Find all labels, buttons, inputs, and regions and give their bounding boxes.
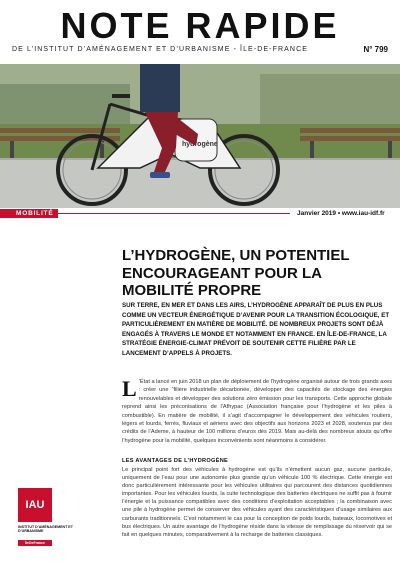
iau-logo: IAU <box>18 488 52 522</box>
article-title: L’HYDROGÈNE, UN POTENTIEL ENCOURAGEANT POUR LA MOBILITÉ PROPRE <box>122 247 350 299</box>
publication-title: NOTE RAPIDE <box>60 5 340 46</box>
section-body: Le principal point fort des véhicules à hydrogène est qu’ils n’émettent aucun gaz, aucune particule, uniquement de l’eau pour une autonomie plus grande qu’un véhicule 100 % électrique. Cette énergie est donc particulièrement intéressante pour les véhicules utilitaires qui parcourent des distances quotidiennes importantes. Pour les véhicules lourds, la cuite technologique des batteries électriques ne suffit pas à fournir l’énergie et la puissance compatibles avec des conditions d’exploitation acceptables ; la combinaison avec une pile à hydrogène permet de conserver des véhicules ayant des caractéristiques d’usage similaires aux carburants traditionnels. C’est notamment le cas pour la conception de poids lourds, bateaux, locomotives et bus électriques. Un autre avantage de l’hydrogène réside dans la vitesse de remplissage du réservoir qui se fait en quelques minutes, comparativement à la recharge de batteries classiques. <box>122 467 392 538</box>
rubric-label: MOBILITÉ <box>0 209 58 218</box>
rubric-divider <box>58 213 290 214</box>
bicycle-photo-illustration <box>0 64 400 208</box>
publication-subtitle: DE L’INSTITUT D’AMÉNAGEMENT ET D’URBANISME - ÎLE-DE-FRANCE <box>12 46 308 53</box>
article-intro <box>122 378 392 445</box>
drop-cap: L <box>122 376 137 401</box>
issue-number: N° 799 <box>363 45 388 54</box>
frame-text: hydrogène <box>182 141 218 148</box>
date-and-website: Janvier 2019 • www.iau-idf.fr <box>297 210 385 217</box>
article-intro-text: ’État a lancé en juin 2018 un plan de déploiement de l’hydrogène organisé autour de trois grands axes : créer une “filière industrielle décarbonée, développer des capacités de stockage des énergies renouvelables et développer des solutions zéro émission pour les transports. Cette approche globale reprend ainsi les préconisations de l’Afhypac (Association française pour l’hydrogène et les piles à combustible). En matière de mobilité, il s’agit d’accompagner le développement des véhicules routiers, légers et lourds, ferrés, fluviaux et aériens avec des objectifs aux horizons 2023 et 2028, soutenus par des crédits de l’Ademe, à hauteur de 100 millions d’euros dès 2019. Mais au-delà des nombreux atouts qu’offre l’hydrogène pour la mobilité, quelques inconvénients sont néanmoins à considérer. <box>122 379 392 444</box>
institute-name: INSTITUT D’AMÉNAGEMENT ET D’URBANISME <box>18 525 73 534</box>
section-title: LES AVANTAGES DE L’HYDROGÈNE <box>122 458 229 464</box>
cover-photo <box>0 64 400 208</box>
masthead <box>0 0 400 66</box>
region-logo: ÎleDeFrance <box>18 540 52 546</box>
article-lede: SUR TERRE, EN MER ET DANS LES AIRS, L’HYDROGÈNE APPARAÎT DE PLUS EN PLUS COMME UN VECTEUR ÉNERGÉTIQUE D’AVENIR POUR LA TRANSITION ÉCOLOGIQUE, ET PARTICULIÈREMENT EN MATIÈRE DE MOBILITÉ. DE NOMBREUX PROJETS SONT DÉJÀ ENGAGÉS À TRAVERS LE MONDE ET NOTAMMENT EN FRANCE. EN ÎLE-DE-FRANCE, LA STRATÉGIE ÉNERGIE-CLIMAT PRÉVOIT DE SOUTENIR CETTE FILIÈRE PAR LE LANCEMENT D’APPELS À PROJETS. <box>122 302 390 357</box>
